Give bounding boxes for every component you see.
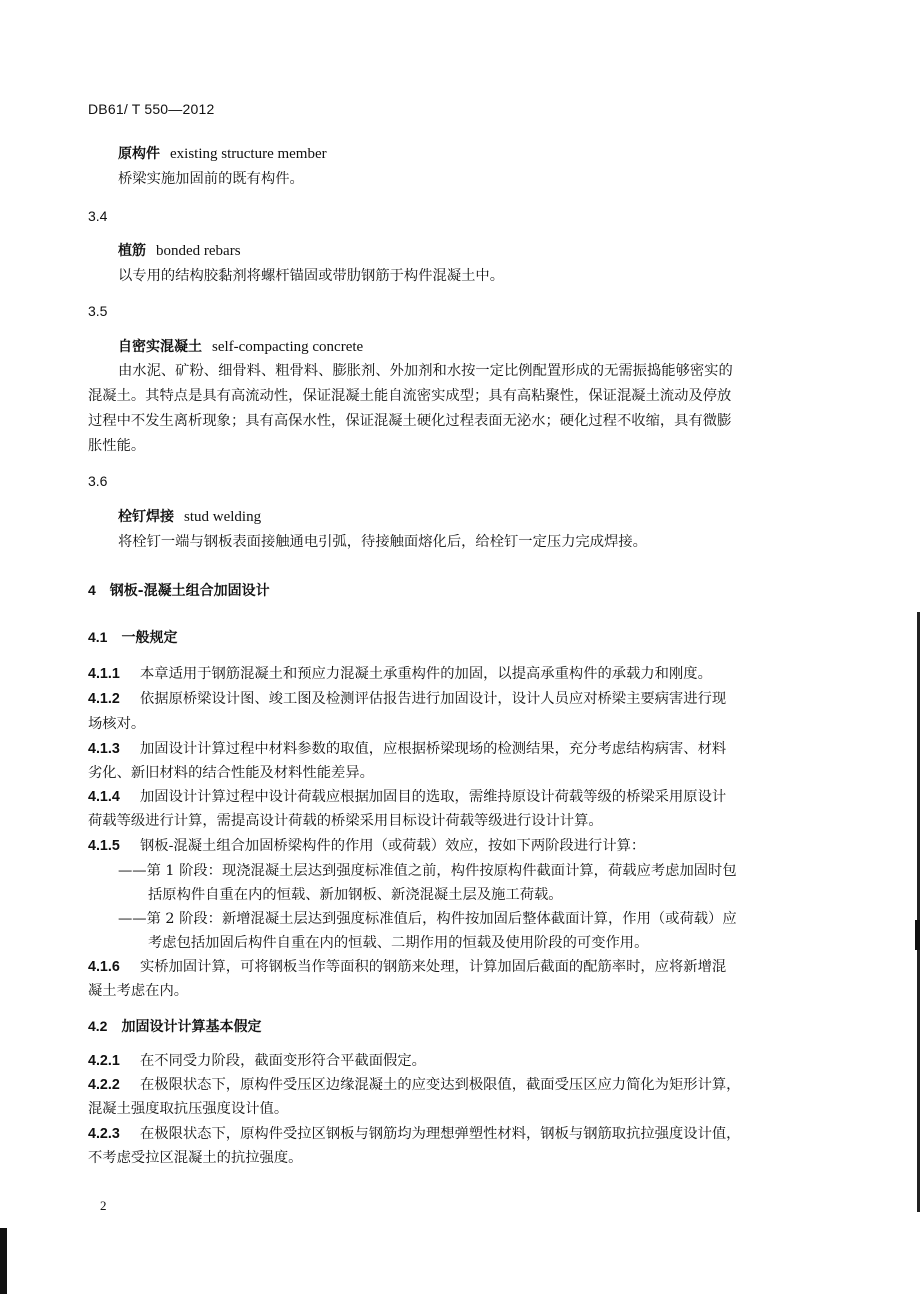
definition-text: 以专用的结构胶黏剂将螺杆锚固或带肋钢筋于构件混凝土中。 [118,268,505,284]
term-existing-member [118,143,327,163]
clause-text: 钢板-混凝土组合加固桥梁构件的作用（或荷载）效应，按如下两阶段进行计算： [140,838,646,854]
clause-number: 4.1.3 [88,741,120,757]
clause-4-2-2 [88,1074,740,1094]
clause-number: 4.2.2 [88,1077,120,1093]
term-cn: 自密实混凝土 [118,339,202,355]
section-heading [88,627,177,647]
clause-text: 本章适用于钢筋混凝土和预应力混凝土承重构件的加固，以提高承重构件的承载力和刚度。 [140,666,712,682]
clause-4-1-3 [88,738,726,758]
definition-text: 将栓钉一端与钢板表面接触通电引弧，待接触面熔化后，给栓钉一定压力完成焊接。 [118,534,647,550]
section-number: 4.2 [88,1018,108,1034]
term-cn: 栓钉焊接 [118,509,174,525]
term-bonded-rebars [118,240,241,260]
clause-number: 3.5 [88,303,108,319]
clause-text: 不考虑受拉区混凝土的抗拉强度。 [88,1150,303,1166]
scan-edge-mark [915,920,920,950]
clause-text: 加固设计计算过程中材料参数的取值，应根据桥梁现场的检测结果，充分考虑结构病害、材料 [140,741,727,757]
chapter-heading [88,580,270,600]
clause-number: 3.4 [88,208,108,224]
clause-text: 依据原桥梁设计图、竣工图及检测评估报告进行加固设计，设计人员应对桥梁主要病害进行现 [140,691,727,707]
clause-4-1-2 [88,688,726,708]
section-title: 一般规定 [121,630,178,646]
clause-4-1-4 [88,786,726,806]
clause-text: 凝土考虑在内。 [88,983,189,999]
chapter-title: 钢板-混凝土组合加固设计 [109,583,270,599]
clause-number: 4.1.4 [88,789,120,805]
term-stud-welding [118,506,261,526]
term-en: self-compacting concrete [212,339,364,355]
clause-text: 场核对。 [88,716,146,732]
stage-1-line: 括原构件自重在内的恒载、新加钢板、新浇混凝土层及施工荷载。 [148,887,563,903]
document-header-id: DB61/ T 550—2012 [88,101,215,117]
term-en: existing structure member [170,146,327,162]
clause-text: 实桥加固计算，可将钢板当作等面积的钢筋来处理，计算加固后截面的配筋率时，应将新增混 [140,959,727,975]
clause-text: 混凝土强度取抗压强度设计值。 [88,1101,289,1117]
term-cn: 原构件 [118,146,160,162]
clause-text: 荷载等级进行计算，需提高设计荷载的桥梁采用目标设计荷载等级进行设计计算。 [88,813,603,829]
clause-number: 4.2.3 [88,1126,120,1142]
clause-number: 3.6 [88,473,108,489]
clause-4-2-3 [88,1123,740,1143]
clause-text: 在极限状态下，原构件受拉区钢板与钢筋均为理想弹塑性材料，钢板与钢筋取抗拉强度设计值， [140,1126,741,1142]
clause-text: 在不同受力阶段，截面变形符合平截面假定。 [140,1053,426,1069]
stage-2-line: 考虑包括加固后构件自重在内的恒载、二期作用的恒载及使用阶段的可变作用。 [148,935,649,951]
clause-text: 在极限状态下，原构件受压区边缘混凝土的应变达到极限值，截面受压区应力简化为矩形计算， [140,1077,741,1093]
definition-text: 过程中不发生离析现象；具有高保水性，保证混凝土硬化过程表面无泌水；硬化过程不收缩，具有微膨 [88,413,732,429]
term-self-compacting-concrete [118,336,363,356]
clause-4-1-1 [88,663,712,683]
clause-number: 4.2.1 [88,1053,120,1069]
term-en: stud welding [184,509,262,525]
clause-number: 4.1.5 [88,838,120,854]
clause-4-1-5 [88,835,645,855]
page-number: 2 [100,1198,107,1213]
clause-4-1-6 [88,956,726,976]
clause-text: 劣化、新旧材料的结合性能及材料性能差异。 [88,765,374,781]
scan-edge-left [0,1228,7,1294]
section-title: 加固设计计算基本假定 [121,1019,262,1035]
clause-number: 4.1.6 [88,959,120,975]
clause-number: 4.1.2 [88,691,120,707]
section-heading [88,1016,261,1036]
chapter-number: 4 [88,582,96,598]
definition-text: 由水泥、矿粉、细骨料、粗骨料、膨胀剂、外加剂和水按一定比例配置形成的无需振捣能够密实的 [118,363,733,379]
term-cn: 植筋 [118,243,146,259]
definition-text: 桥梁实施加固前的既有构件。 [118,171,304,187]
clause-number: 4.1.1 [88,666,120,682]
section-number: 4.1 [88,629,108,645]
stage-1-line: ——第 1 阶段：现浇混凝土层达到强度标准值之前，构件按原构件截面计算，荷载应考虑加固时包 [118,863,737,879]
definition-text: 混凝土。其特点是具有高流动性，保证混凝土能自流密实成型；具有高粘聚性，保证混凝土流动及停放 [88,388,732,404]
term-en: bonded rebars [156,243,241,259]
clause-text: 加固设计计算过程中设计荷载应根据加固目的选取，需维持原设计荷载等级的桥梁采用原设计 [140,789,727,805]
definition-text: 胀性能。 [88,438,146,454]
clause-4-2-1 [88,1050,426,1070]
stage-2-line: ——第 2 阶段：新增混凝土层达到强度标准值后，构件按加固后整体截面计算，作用（或荷载）应 [118,911,737,927]
